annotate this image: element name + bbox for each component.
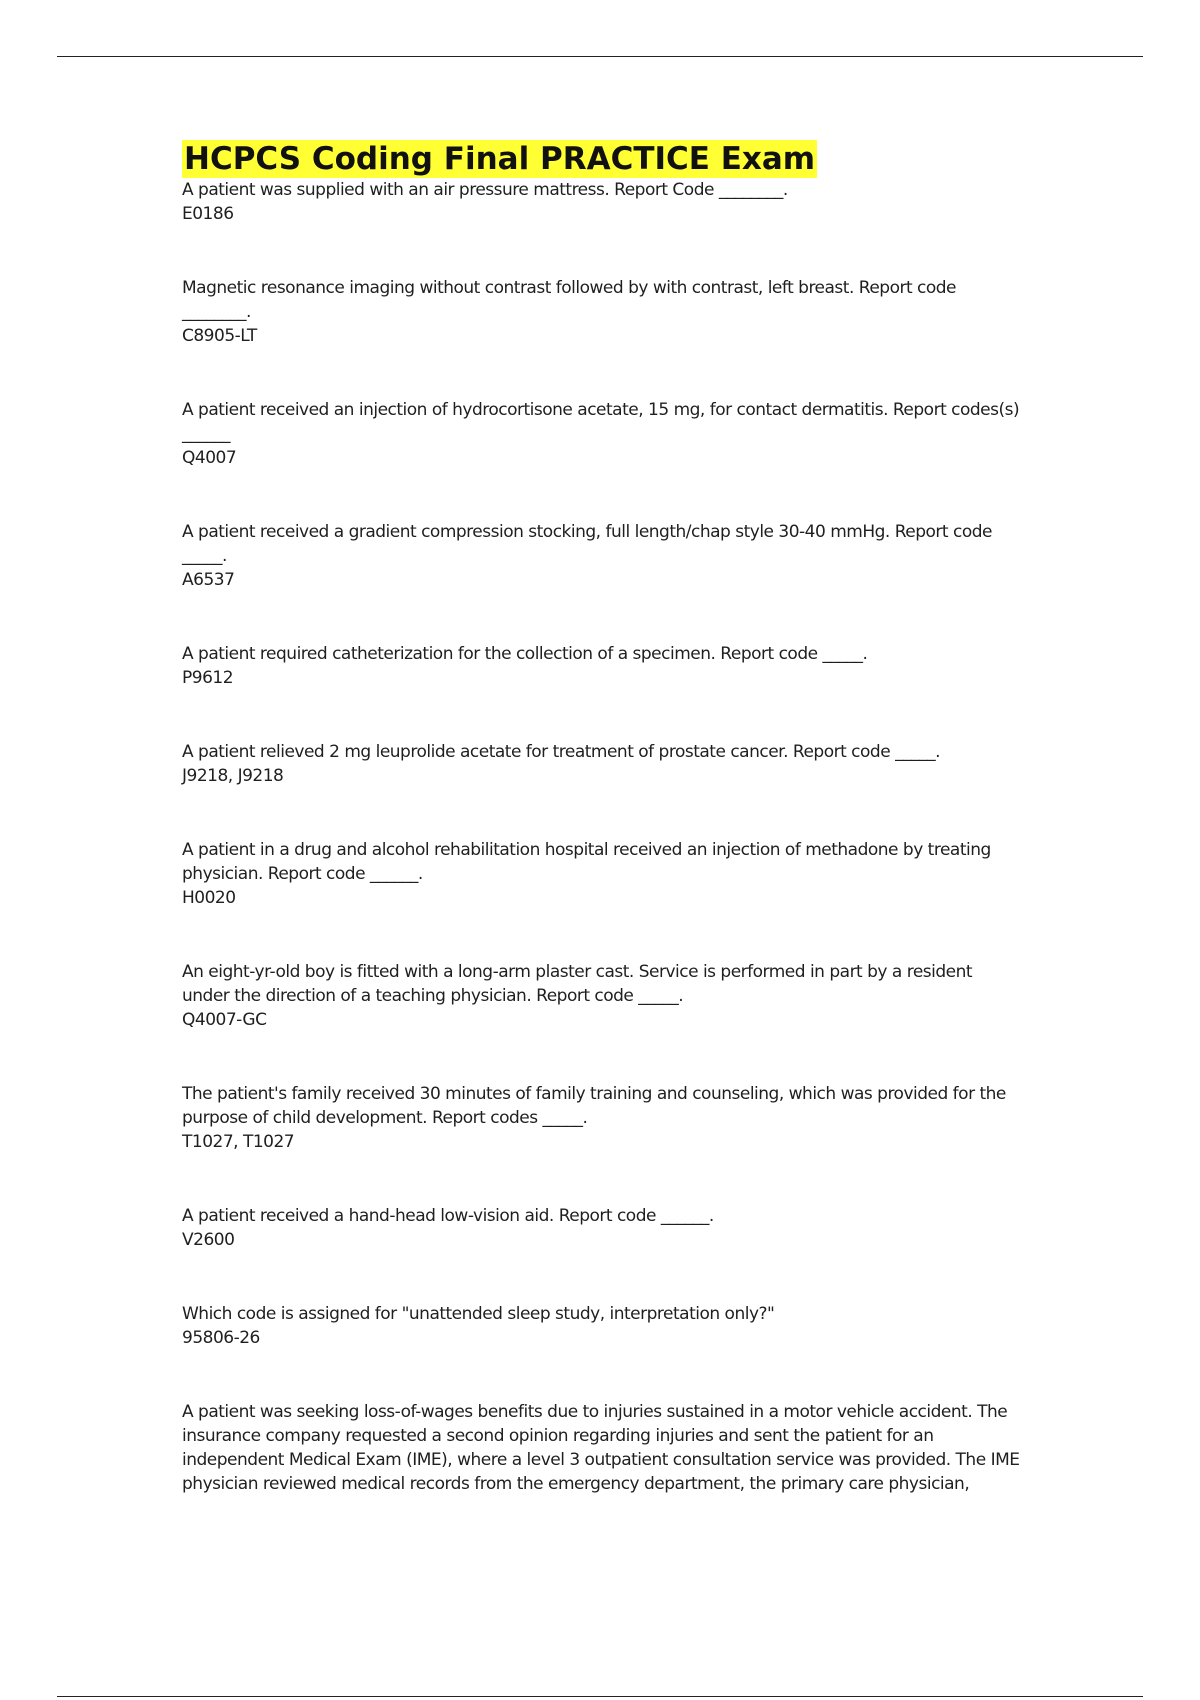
question-text: An eight-yr-old boy is fitted with a long-arm plaster cast. Service is performed in part by a resident under the direction of a teaching physician. Report code _____. xyxy=(182,962,973,1006)
answer-text: Q4007 xyxy=(182,448,237,468)
question-text: Magnetic resonance imaging without contrast followed by with contrast, left breast. Report code ________. xyxy=(182,278,957,322)
question-text: A patient in a drug and alcohol rehabilitation hospital received an injection of methadone by treating physician. Report code ______. xyxy=(182,840,991,884)
document-body xyxy=(182,140,1022,1496)
question-text: A patient relieved 2 mg leuprolide acetate for treatment of prostate cancer. Report code _____. xyxy=(182,742,940,762)
qa-item xyxy=(182,1302,1022,1350)
answer-text: T1027, T1027 xyxy=(182,1132,295,1152)
answer-text: 95806-26 xyxy=(182,1328,260,1348)
question-text: A patient was supplied with an air pressure mattress. Report Code ________. xyxy=(182,180,788,200)
question-text: A patient was seeking loss-of-wages benefits due to injuries sustained in a motor vehicle accident. The insurance company requested a second opinion regarding injuries and sent the patient for an independent Medical Exam (IME), where a level 3 outpatient consultation service was provided. The IME physician reviewed medical records from the emergency department, the primary care physician, xyxy=(182,1402,1020,1494)
answer-text: Q4007-GC xyxy=(182,1010,267,1030)
qa-item xyxy=(182,276,1022,348)
question-text: Which code is assigned for "unattended sleep study, interpretation only?" xyxy=(182,1304,775,1324)
qa-item xyxy=(182,740,1022,788)
answer-text: J9218, J9218 xyxy=(182,766,284,786)
question-text: A patient received a gradient compression stocking, full length/chap style 30-40 mmHg. Report code _____. xyxy=(182,522,992,566)
qa-item xyxy=(182,178,1022,226)
question-text: A patient received a hand-head low-vision aid. Report code ______. xyxy=(182,1206,714,1226)
answer-text: H0020 xyxy=(182,888,236,908)
qa-item xyxy=(182,642,1022,690)
answer-text: A6537 xyxy=(182,570,235,590)
answer-text: E0186 xyxy=(182,204,234,224)
qa-item xyxy=(182,1400,1022,1496)
top-rule xyxy=(57,56,1143,57)
question-text: A patient received an injection of hydrocortisone acetate, 15 mg, for contact dermatitis. Report codes(s) ______ xyxy=(182,400,1020,444)
question-text: A patient required catheterization for the collection of a specimen. Report code _____. xyxy=(182,644,868,664)
question-text: The patient's family received 30 minutes of family training and counseling, which was provided for the purpose of child development. Report codes _____. xyxy=(182,1084,1006,1128)
document-title: HCPCS Coding Final PRACTICE Exam xyxy=(184,141,816,177)
qa-item xyxy=(182,838,1022,910)
answer-text: P9612 xyxy=(182,668,234,688)
qa-item xyxy=(182,1204,1022,1252)
answer-text: V2600 xyxy=(182,1230,235,1250)
qa-item xyxy=(182,520,1022,592)
bottom-rule xyxy=(57,1696,1143,1697)
qa-item xyxy=(182,1082,1022,1154)
answer-text: C8905-LT xyxy=(182,326,257,346)
qa-item xyxy=(182,960,1022,1032)
qa-item xyxy=(182,398,1022,470)
